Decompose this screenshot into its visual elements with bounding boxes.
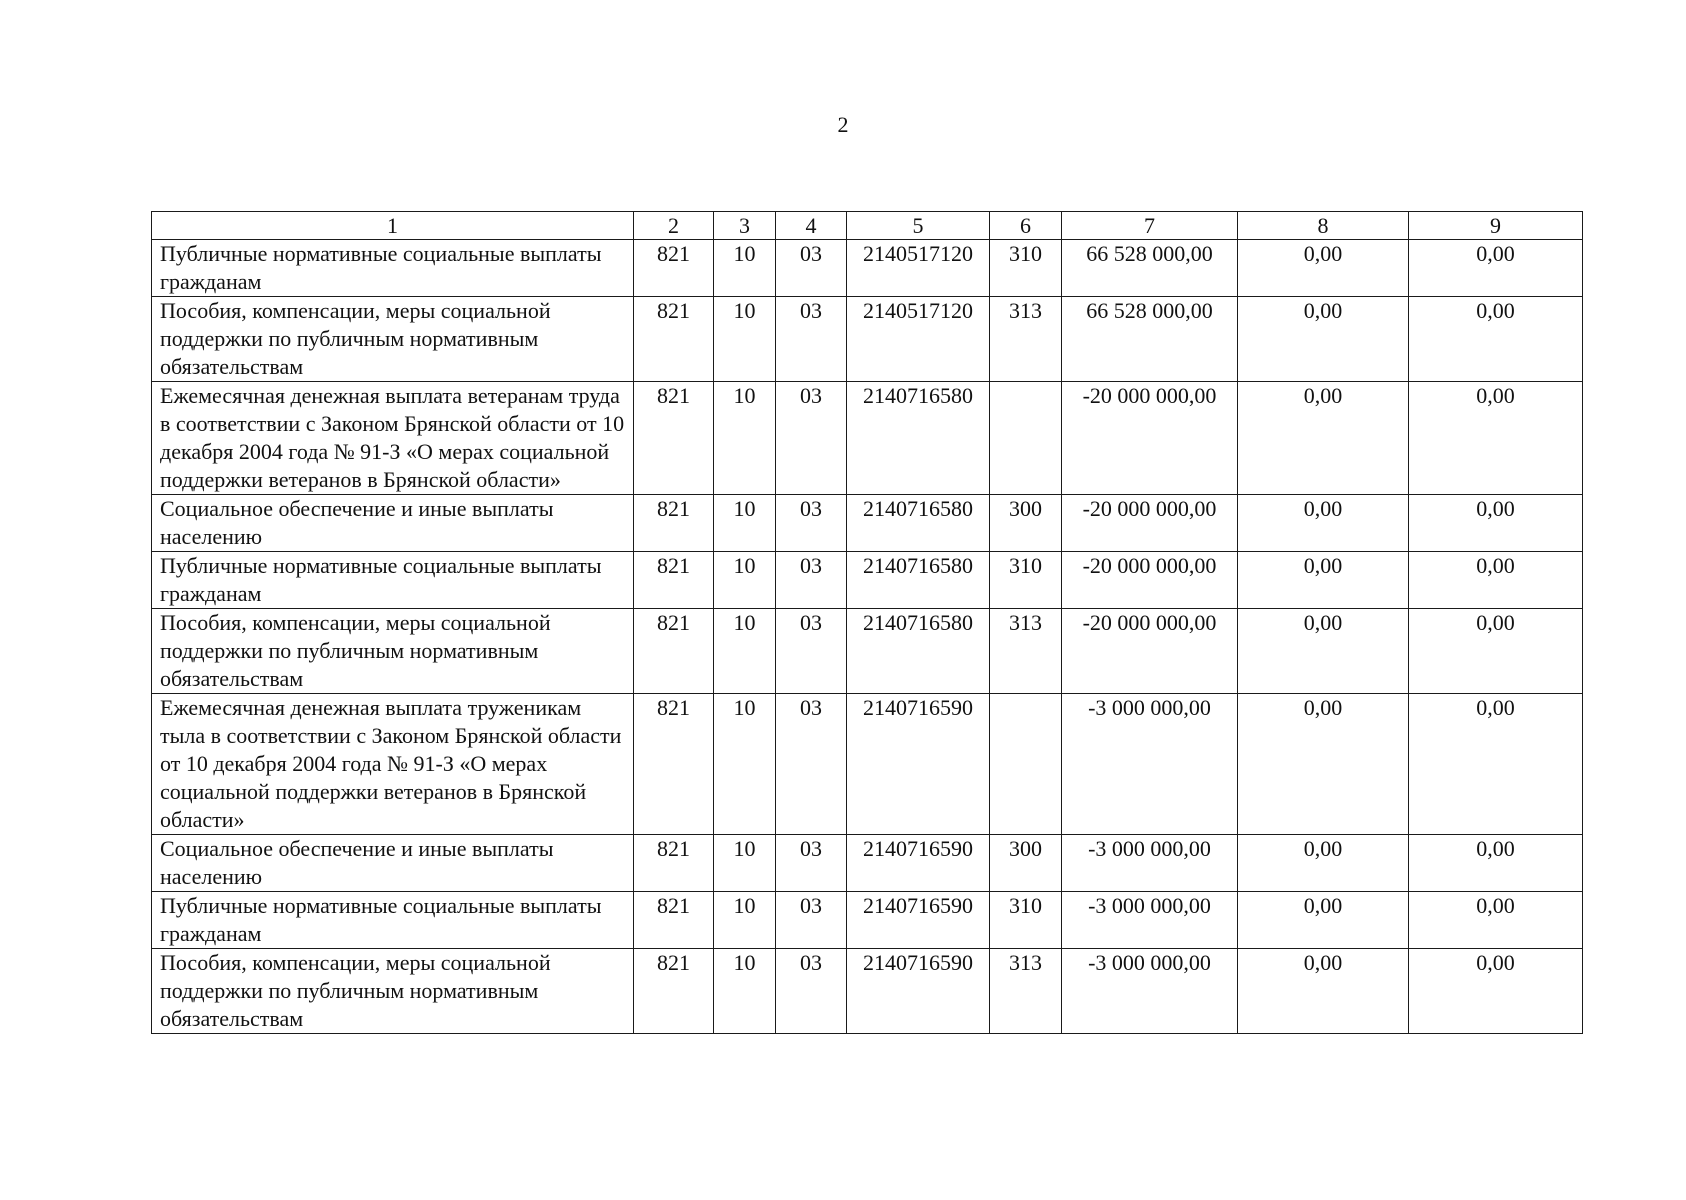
row-name: Публичные нормативные социальные выплаты гражданам [152,552,634,609]
row-amount-col8: 0,00 [1238,694,1409,835]
table-row [152,297,1583,382]
table-row [152,835,1583,892]
row-name: Публичные нормативные социальные выплаты гражданам [152,240,634,297]
row-section: 10 [714,949,776,1034]
table-row [152,694,1583,835]
row-amount-col8: 0,00 [1238,892,1409,949]
page-number: 2 [837,112,849,137]
row-subsection: 03 [776,552,847,609]
header-cell: 6 [990,212,1062,240]
row-admin-code: 821 [634,892,714,949]
table-row [152,609,1583,694]
row-amount-col9: 0,00 [1409,694,1583,835]
header-cell: 5 [847,212,990,240]
row-section: 10 [714,240,776,297]
row-amount-col9: 0,00 [1409,835,1583,892]
row-amount-col8: 0,00 [1238,609,1409,694]
row-admin-code: 821 [634,297,714,382]
header-cell: 9 [1409,212,1583,240]
table-row [152,892,1583,949]
row-admin-code: 821 [634,240,714,297]
row-amount-col7: -20 000 000,00 [1062,495,1238,552]
row-name: Ежемесячная денежная выплата труженикам тыла в соответствии с Законом Брянской области от 10 декабря 2004 года № 91-З «О мерах социальной поддержки ветеранов в Брянской области» [152,694,634,835]
row-name: Публичные нормативные социальные выплаты гражданам [152,892,634,949]
row-amount-col9: 0,00 [1409,609,1583,694]
row-amount-col7: -3 000 000,00 [1062,949,1238,1034]
header-row [152,212,1583,240]
row-target-article: 2140716590 [847,694,990,835]
row-target-article: 2140716590 [847,835,990,892]
row-amount-col9: 0,00 [1409,240,1583,297]
row-subsection: 03 [776,892,847,949]
row-subsection: 03 [776,694,847,835]
row-expense-type: 313 [990,297,1062,382]
table-row [152,552,1583,609]
row-amount-col8: 0,00 [1238,495,1409,552]
header-cell: 3 [714,212,776,240]
row-expense-type: 313 [990,609,1062,694]
row-section: 10 [714,297,776,382]
row-amount-col7: 66 528 000,00 [1062,297,1238,382]
row-target-article: 2140716580 [847,382,990,495]
budget-table [151,211,1583,1034]
row-amount-col7: -3 000 000,00 [1062,835,1238,892]
row-section: 10 [714,892,776,949]
row-section: 10 [714,609,776,694]
row-amount-col9: 0,00 [1409,382,1583,495]
row-expense-type [990,382,1062,495]
row-subsection: 03 [776,240,847,297]
row-admin-code: 821 [634,694,714,835]
row-name: Пособия, компенсации, меры социальной поддержки по публичным нормативным обязательствам [152,297,634,382]
header-cell: 2 [634,212,714,240]
row-target-article: 2140716590 [847,949,990,1034]
row-amount-col8: 0,00 [1238,240,1409,297]
row-amount-col7: -20 000 000,00 [1062,552,1238,609]
row-amount-col9: 0,00 [1409,949,1583,1034]
row-name: Ежемесячная денежная выплата ветеранам труда в соответствии с Законом Брянской области от 10 декабря 2004 года № 91-З «О мерах социальной поддержки ветеранов в Брянской области» [152,382,634,495]
row-target-article: 2140716580 [847,495,990,552]
row-section: 10 [714,382,776,495]
row-subsection: 03 [776,835,847,892]
row-admin-code: 821 [634,609,714,694]
row-amount-col7: -3 000 000,00 [1062,694,1238,835]
row-amount-col7: -20 000 000,00 [1062,609,1238,694]
row-amount-col9: 0,00 [1409,297,1583,382]
row-expense-type: 300 [990,835,1062,892]
row-section: 10 [714,495,776,552]
header-cell: 8 [1238,212,1409,240]
header-cell: 4 [776,212,847,240]
header-cell: 1 [152,212,634,240]
row-amount-col8: 0,00 [1238,835,1409,892]
row-target-article: 2140517120 [847,297,990,382]
row-name: Пособия, компенсации, меры социальной поддержки по публичным нормативным обязательствам [152,609,634,694]
row-admin-code: 821 [634,835,714,892]
row-section: 10 [714,835,776,892]
table-row [152,240,1583,297]
row-amount-col7: -20 000 000,00 [1062,382,1238,495]
row-amount-col8: 0,00 [1238,382,1409,495]
row-amount-col9: 0,00 [1409,552,1583,609]
row-admin-code: 821 [634,495,714,552]
row-expense-type: 310 [990,552,1062,609]
row-name: Социальное обеспечение и иные выплаты населению [152,495,634,552]
row-subsection: 03 [776,382,847,495]
row-admin-code: 821 [634,552,714,609]
row-subsection: 03 [776,609,847,694]
row-amount-col7: 66 528 000,00 [1062,240,1238,297]
row-admin-code: 821 [634,949,714,1034]
header-cell: 7 [1062,212,1238,240]
row-amount-col8: 0,00 [1238,552,1409,609]
row-name: Пособия, компенсации, меры социальной поддержки по публичным нормативным обязательствам [152,949,634,1034]
row-expense-type: 310 [990,892,1062,949]
row-expense-type: 300 [990,495,1062,552]
row-admin-code: 821 [634,382,714,495]
row-target-article: 2140716580 [847,609,990,694]
row-amount-col8: 0,00 [1238,297,1409,382]
row-target-article: 2140716580 [847,552,990,609]
row-target-article: 2140716590 [847,892,990,949]
row-name: Социальное обеспечение и иные выплаты населению [152,835,634,892]
row-subsection: 03 [776,297,847,382]
row-subsection: 03 [776,495,847,552]
table-row [152,382,1583,495]
row-expense-type: 310 [990,240,1062,297]
row-section: 10 [714,552,776,609]
row-expense-type [990,694,1062,835]
row-amount-col9: 0,00 [1409,892,1583,949]
row-subsection: 03 [776,949,847,1034]
row-target-article: 2140517120 [847,240,990,297]
row-section: 10 [714,694,776,835]
table-row [152,495,1583,552]
row-amount-col8: 0,00 [1238,949,1409,1034]
table-row [152,949,1583,1034]
row-amount-col7: -3 000 000,00 [1062,892,1238,949]
row-amount-col9: 0,00 [1409,495,1583,552]
row-expense-type: 313 [990,949,1062,1034]
